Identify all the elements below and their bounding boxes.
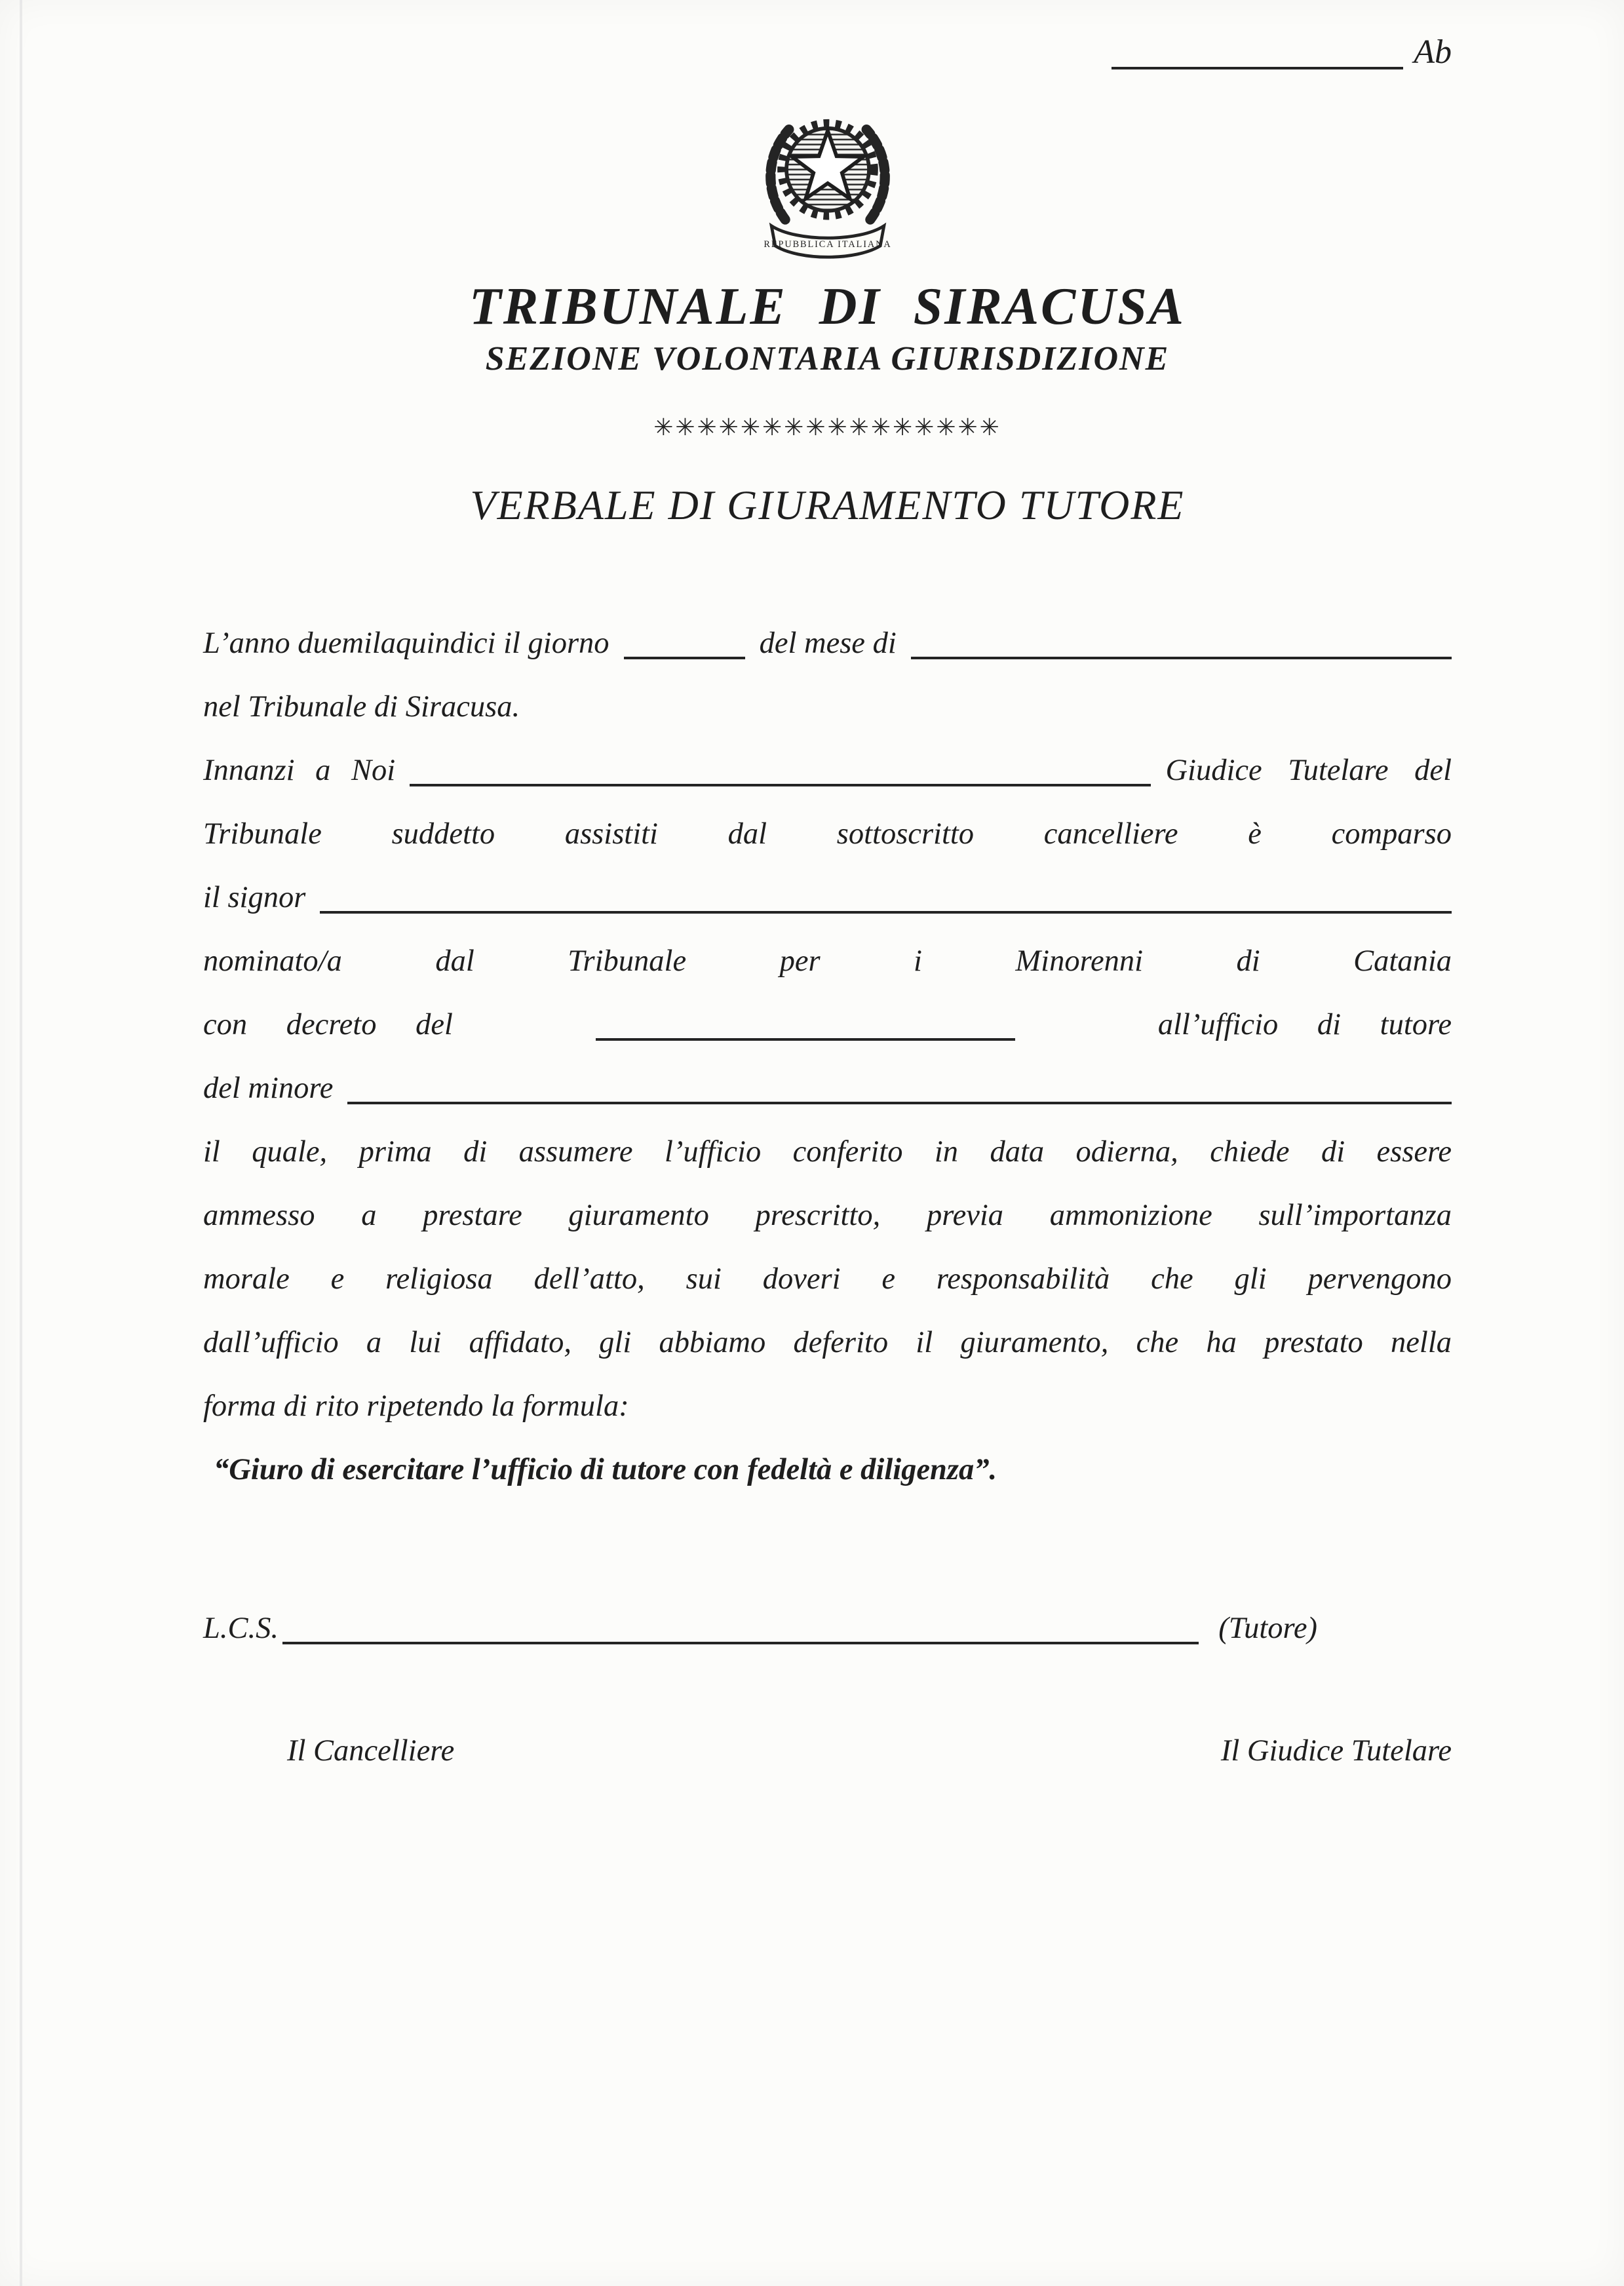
corner-reference-label: Ab [1414, 33, 1452, 71]
body-line-court: Tribunale suddetto assistiti dal sottoscritto cancelliere è comparso [203, 817, 1452, 851]
corner-reference-blank [1112, 67, 1403, 69]
body-paragraph-line-2: ammesso a prestare giuramento prescritto, previa ammonizione sull’importanza [203, 1199, 1452, 1232]
tutore-label: (Tutore) [1218, 1612, 1317, 1645]
decree-text-before: con decreto del [203, 1008, 453, 1041]
blank-day [624, 657, 745, 659]
body-paragraph-line-1: il quale, prima di assumere l’ufficio conferito in data odierna, chiede di essere [203, 1135, 1452, 1169]
body-line-decree [203, 993, 1452, 1056]
blank-person-name [320, 911, 1452, 914]
vertical-spacer [203, 1501, 1452, 1597]
lcs-label: L.C.S. [203, 1612, 279, 1645]
blank-tutor-signature [282, 1642, 1199, 1644]
date-text-before-day: L’anno duemilaquindici il giorno [203, 627, 609, 660]
italy-emblem [749, 97, 906, 261]
blank-judge-name [410, 784, 1151, 786]
document-content [203, 0, 1452, 1783]
blank-month [911, 657, 1452, 659]
body-line-location: nel Tribunale di Siracusa. [203, 690, 520, 724]
lcs-row [203, 1597, 1452, 1660]
blank-minor-name [347, 1102, 1452, 1104]
court-section-subtitle: SEZIONE VOLONTARIA GIURISDIZIONE [485, 340, 1170, 378]
oath-formula: “Giuro di esercitare l’ufficio di tutore con fedeltà e diligenza”. [214, 1453, 997, 1486]
body-paragraph-line-5: forma di rito ripetendo la formula: [203, 1389, 629, 1423]
emblem-banner-text: REPUBBLICA ITALIANA [763, 239, 892, 250]
date-text-before-month: del mese di [759, 627, 897, 660]
decree-text-after: all’ufficio di tutore [1157, 1008, 1452, 1041]
judge-text-before: Innanzi a Noi [203, 754, 396, 787]
body-paragraph-line-4: dall’ufficio a lui affidato, gli abbiamo deferito il giuramento, che ha prestato nella [203, 1326, 1452, 1359]
signature-row [203, 1719, 1452, 1783]
body-line-signor [203, 866, 1452, 929]
emblem-row [203, 97, 1452, 261]
vertical-spacer [203, 1660, 1452, 1719]
judge-signature-label: Il Giudice Tutelare [1220, 1734, 1452, 1768]
minor-label: del minore [203, 1072, 334, 1105]
scan-edge-artifact [20, 0, 22, 2286]
body-paragraph-line-3: morale e religiosa dell’atto, sui doveri e responsabilità che gli pervengono [203, 1262, 1452, 1296]
body-line-appointment: nominato/a dal Tribunale per i Minorenni di Catania [203, 944, 1452, 978]
body-line-minor [203, 1056, 1452, 1120]
court-title: TRIBUNALE DI SIRACUSA [469, 278, 1186, 336]
blank-decree-date [596, 1038, 1015, 1041]
document-heading: VERBALE DI GIURAMENTO TUTORE [470, 482, 1185, 528]
body-line-judge [203, 739, 1452, 802]
emblem-banner [764, 226, 891, 258]
body-line-date [203, 611, 1452, 675]
clerk-signature-label: Il Cancelliere [287, 1734, 455, 1768]
document-body [203, 611, 1452, 1783]
asterisk-separator: ✳✳✳✳✳✳✳✳✳✳✳✳✳✳✳✳ [653, 414, 1001, 441]
corner-reference-row [203, 20, 1452, 85]
signor-label: il signor [203, 881, 306, 914]
judge-text-after: Giudice Tutelare del [1165, 754, 1452, 787]
